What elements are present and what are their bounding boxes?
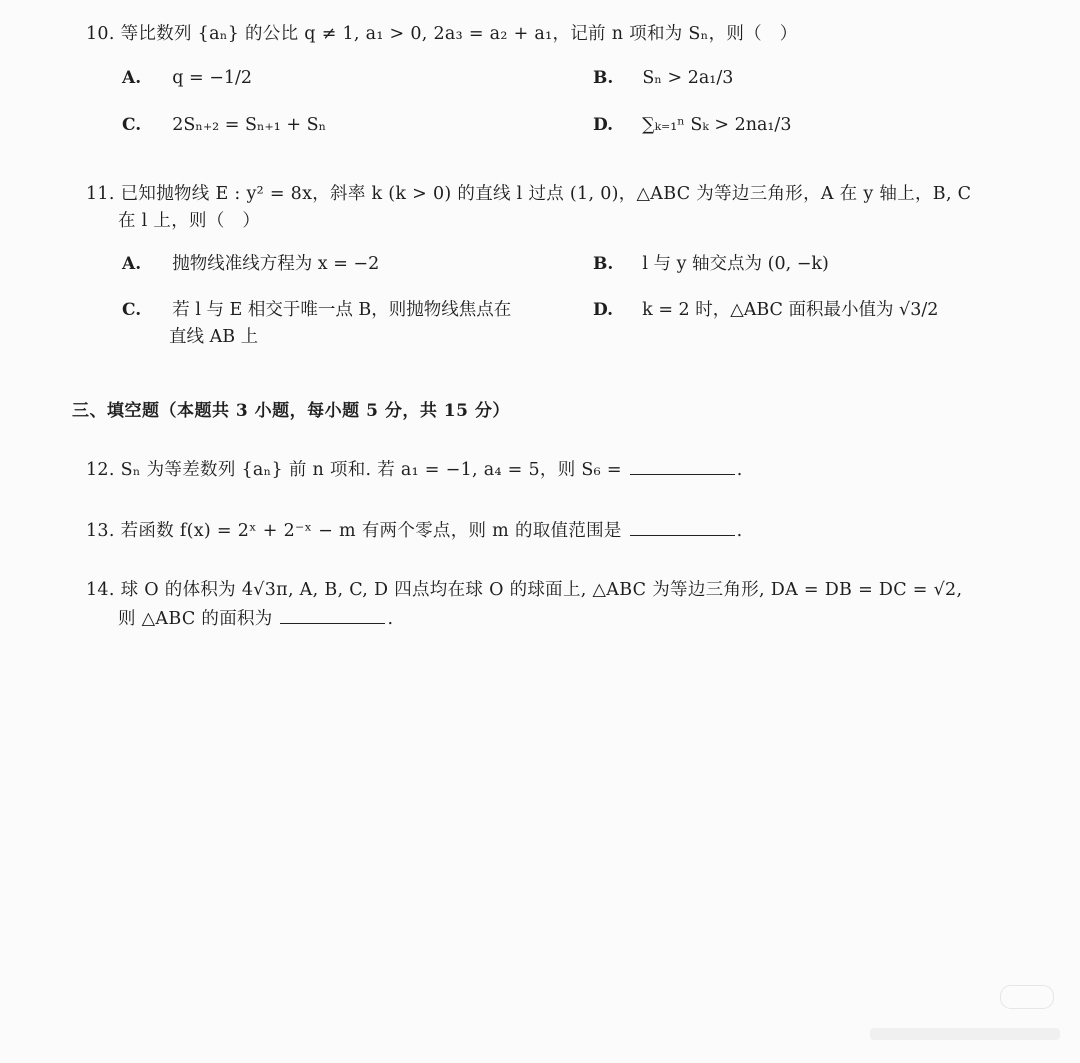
- q11-option-c: [122, 296, 511, 321]
- option-text: ∑ₖ₌₁ⁿ Sₖ > 2na₁/3: [642, 115, 792, 135]
- q13-text: 13. 若函数 f(x) = 2ˣ + 2⁻ˣ − m 有两个零点，则 m 的取值范围是: [86, 521, 622, 541]
- q14-line2: [118, 605, 393, 630]
- answer-blank[interactable]: [630, 534, 735, 536]
- option-letter: C.: [122, 300, 142, 320]
- watermark-badge: [1000, 985, 1054, 1009]
- q12-period: .: [736, 460, 743, 480]
- q10-option-c: [122, 115, 326, 135]
- q14-text: 则 △ABC 的面积为: [118, 609, 273, 629]
- q10-stem: 10. 等比数列 {aₙ} 的公比 q ≠ 1, a₁ > 0, 2a₃ = a₂ + a₁，记前 n 项和为 Sₙ，则（ ）: [86, 24, 798, 44]
- q13-period: .: [736, 521, 743, 541]
- q11-option-b: [593, 250, 829, 275]
- option-letter: C.: [122, 115, 142, 135]
- q14-period: .: [387, 609, 394, 629]
- option-text: k = 2 时，△ABC 面积最小值为 √3/2: [642, 300, 939, 320]
- q13-line: [86, 517, 743, 542]
- option-letter: A.: [122, 68, 142, 88]
- answer-blank[interactable]: [280, 622, 385, 624]
- option-letter: B.: [593, 68, 614, 88]
- option-text: q = −1/2: [172, 68, 253, 88]
- watermark-text-blur: [870, 1028, 1060, 1040]
- option-letter: D.: [593, 300, 614, 320]
- q11-option-d: [593, 296, 938, 321]
- section-heading: 三、填空题（本题共 3 小题，每小题 5 分，共 15 分）: [72, 401, 510, 421]
- q12-line: [86, 456, 743, 481]
- option-text-line1: 若 l 与 E 相交于唯一点 B，则抛物线焦点在: [172, 300, 512, 320]
- q10-option-b: [593, 68, 733, 88]
- option-text: Sₙ > 2a₁/3: [642, 68, 734, 88]
- q11-stem-line2: 在 l 上，则（ ）: [118, 211, 261, 231]
- option-text: 2Sₙ₊₂ = Sₙ₊₁ + Sₙ: [172, 115, 327, 135]
- q14-line1: 14. 球 O 的体积为 4√3π, A, B, C, D 四点均在球 O 的球面上, △ABC 为等边三角形, DA = DB = DC = √2,: [86, 580, 963, 600]
- option-letter: A.: [122, 254, 142, 274]
- option-text: 抛物线准线方程为 x = −2: [172, 254, 380, 274]
- option-letter: B.: [593, 254, 614, 274]
- option-letter: D.: [593, 115, 614, 135]
- q11-option-a: [122, 250, 379, 275]
- q12-text: 12. Sₙ 为等差数列 {aₙ} 前 n 项和. 若 a₁ = −1, a₄ = 5，则 S₆ =: [86, 460, 622, 480]
- option-text: l 与 y 轴交点为 (0, −k): [642, 254, 829, 274]
- q11-stem-line1: 11. 已知抛物线 E : y² = 8x，斜率 k (k > 0) 的直线 l 过点 (1, 0)，△ABC 为等边三角形，A 在 y 轴上，B, C: [86, 184, 972, 204]
- answer-blank[interactable]: [630, 473, 735, 475]
- q11-option-c-line2: 直线 AB 上: [169, 327, 259, 347]
- q10-option-d: [593, 115, 791, 135]
- q10-option-a: [122, 68, 252, 88]
